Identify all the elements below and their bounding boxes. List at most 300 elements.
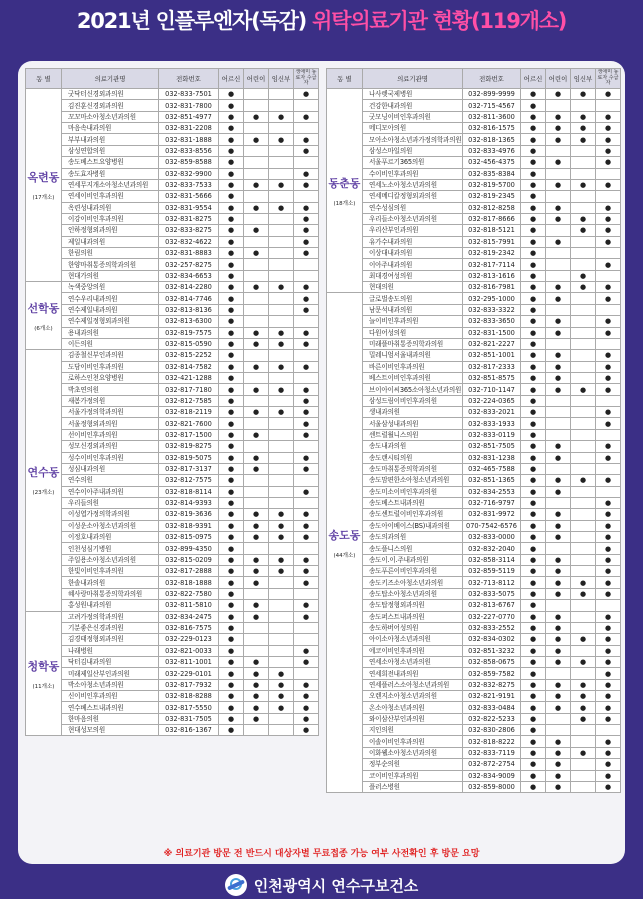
clinic-name: 현대가의원 [62,270,159,281]
clinic-phone: 032-858-3114 [463,554,521,565]
mark-pregnant [571,509,596,520]
mark-pregnant [269,713,294,724]
table-row [26,543,319,554]
mark-pregnant [269,634,294,645]
col-header-elder: 어르신 [219,69,244,89]
clinic-name: 나래병원 [62,645,159,656]
mark-child [244,293,269,304]
clinic-name: 송도맘편한소아청소년과의원 [363,475,463,486]
mark-child [546,259,571,270]
table-row [327,554,621,565]
mark-elder: ● [521,327,546,338]
clinic-phone: 032-833-0119 [463,429,521,440]
table-row [327,429,621,440]
mark-vulnerable [596,304,621,315]
mark-elder: ● [521,759,546,770]
mark-elder: ● [219,316,244,327]
table-row [26,497,319,508]
mark-vulnerable: ● [596,316,621,327]
mark-pregnant [571,463,596,474]
table-row [26,520,319,531]
mark-child [244,441,269,452]
mark-elder: ● [521,770,546,781]
clinic-name: 송도센트럴이비인후과의원 [363,509,463,520]
mark-elder: ● [219,384,244,395]
mark-pregnant: ● [571,588,596,599]
table-row [26,600,319,611]
mark-vulnerable: ● [294,532,319,543]
mark-child [244,304,269,315]
mark-child: ● [546,691,571,702]
col-header-phone: 전화번호 [463,69,521,89]
mark-child: ● [244,202,269,213]
mark-vulnerable: ● [294,611,319,622]
table-row [26,259,319,270]
page-title [0,5,643,35]
mark-elder: ● [521,248,546,259]
clinic-name: 닥터김내과의원 [62,656,159,667]
table-row [26,452,319,463]
mark-vulnerable: ● [596,225,621,236]
mark-child [244,372,269,383]
mark-child: ● [546,372,571,383]
mark-vulnerable [596,191,621,202]
mark-elder: ● [521,111,546,122]
clinic-name: 송도탑소아청소년과의원 [363,588,463,599]
mark-pregnant [571,532,596,543]
clinic-name: 나사렛국제병원 [363,89,463,100]
clinic-phone: 032-834-6653 [159,270,219,281]
clinic-name: 송도플니스의원 [363,543,463,554]
col-header-child: 어린이 [546,69,571,89]
mark-vulnerable: ● [294,304,319,315]
mark-elder: ● [219,145,244,156]
mark-child [546,725,571,736]
mark-pregnant: ● [571,179,596,190]
mark-child: ● [244,566,269,577]
table-row [327,588,621,599]
clinic-phone: 032-816-7981 [463,282,521,293]
table-row [327,89,621,100]
table-row [26,168,319,179]
clinic-phone: 032-229-0123 [159,634,219,645]
table-row [327,179,621,190]
table-row [26,611,319,622]
table-row [327,282,621,293]
mark-elder: ● [219,520,244,531]
table-row [327,316,621,327]
mark-child [244,497,269,508]
mark-child [244,168,269,179]
mark-pregnant [571,645,596,656]
mark-elder: ● [521,475,546,486]
mark-vulnerable: ● [596,656,621,667]
table-header-row [327,69,621,89]
mark-vulnerable: ● [596,747,621,758]
clinic-phone: 032-817-2333 [463,361,521,372]
mark-pregnant [269,395,294,406]
mark-elder: ● [521,656,546,667]
clinic-phone: 032-834-2475 [159,611,219,622]
col-header-name: 의료기관명 [62,69,159,89]
mark-pregnant [571,157,596,168]
mark-elder: ● [521,588,546,599]
table-row [327,463,621,474]
mark-pregnant [269,225,294,236]
mark-child: ● [546,634,571,645]
clinic-name: 꼬꼬마소아청소년과의원 [62,111,159,122]
mark-elder: ● [219,372,244,383]
dong-count: (18개소) [333,200,356,207]
mark-child: ● [244,691,269,702]
mark-pregnant [269,248,294,259]
mark-child: ● [244,111,269,122]
mark-vulnerable: ● [596,497,621,508]
mark-pregnant [571,236,596,247]
clinic-name: 수이비인후과의원 [363,168,463,179]
mark-child: ● [244,509,269,520]
clinic-name: 송도의과의원 [363,532,463,543]
clinic-phone: 032-859-7582 [463,668,521,679]
mark-pregnant: ● [571,270,596,281]
mark-child: ● [546,554,571,565]
table-row [26,634,319,645]
clinic-phone: 032-833-2021 [463,407,521,418]
clinic-name: 부부내과의원 [62,134,159,145]
mark-pregnant [571,611,596,622]
clinic-name: 삼성연합의원 [62,145,159,156]
mark-pregnant [571,145,596,156]
mark-child: ● [546,327,571,338]
mark-pregnant: ● [571,111,596,122]
mark-elder: ● [219,554,244,565]
mark-child: ● [244,407,269,418]
clinic-name: 코이비인후과의원 [363,770,463,781]
mark-vulnerable: ● [294,656,319,667]
clinic-phone: 032-851-1365 [463,475,521,486]
mark-vulnerable: ● [596,509,621,520]
mark-elder: ● [219,577,244,588]
table-row [327,123,621,134]
mark-pregnant [571,259,596,270]
mark-pregnant: ● [269,691,294,702]
table-row [26,293,319,304]
mark-child: ● [546,656,571,667]
mark-child [244,634,269,645]
clinic-name: 오렌지소아청소년과의원 [363,691,463,702]
clinic-name: 한빛이비인후과의원 [62,566,159,577]
dong-count: (23개소) [32,490,55,497]
clinic-phone: 032-859-8588 [159,157,219,168]
mark-pregnant [269,497,294,508]
clinic-name: 신이비인후과의원 [62,691,159,702]
clinic-phone: 032-851-3232 [463,645,521,656]
mark-vulnerable: ● [596,475,621,486]
table-row [327,634,621,645]
clinic-name: 생내과의원 [363,407,463,418]
mark-pregnant [571,770,596,781]
table-row [327,372,621,383]
clinic-phone: 032-833-1933 [463,418,521,429]
mark-child: ● [244,702,269,713]
clinic-table-left [25,68,319,736]
clinic-phone: 032-851-7505 [463,441,521,452]
clinic-phone: 032-224-0365 [463,395,521,406]
clinic-phone: 032-899-9999 [463,89,521,100]
mark-pregnant [269,656,294,667]
mark-vulnerable: ● [294,134,319,145]
mark-vulnerable: ● [596,202,621,213]
mark-vulnerable: ● [596,520,621,531]
mark-vulnerable: ● [294,418,319,429]
mark-elder: ● [521,100,546,111]
table-row [327,248,621,259]
table-row [327,418,621,429]
clinic-name: 송도마취통증의학과의원 [363,463,463,474]
mark-elder: ● [219,543,244,554]
mark-elder: ● [521,123,546,134]
clinic-name: 최대경여성의원 [363,270,463,281]
mark-vulnerable: ● [294,338,319,349]
clinic-name: 와이삼산부인과의원 [363,713,463,724]
clinic-name: 성모신경외과의원 [62,441,159,452]
mark-elder: ● [219,361,244,372]
dong-cell [26,611,62,736]
mark-pregnant [269,463,294,474]
clinic-name: 송도랜시티의원 [363,452,463,463]
clinic-name: 온소아청소년과의원 [363,702,463,713]
table-row [327,497,621,508]
col-header-dong: 동 별 [327,69,363,89]
clinic-phone: 032-814-2280 [159,282,219,293]
mark-child [546,543,571,554]
mark-pregnant [269,475,294,486]
mark-elder: ● [521,441,546,452]
mark-child [244,191,269,202]
mark-child [546,191,571,202]
mark-vulnerable: ● [596,157,621,168]
mark-pregnant: ● [571,577,596,588]
mark-elder: ● [521,736,546,747]
mark-child [546,225,571,236]
mark-elder: ● [521,418,546,429]
mark-pregnant [571,497,596,508]
dong-name: 연수동 [27,466,60,480]
mark-pregnant [269,725,294,736]
table-row [26,668,319,679]
clinic-name: 늘이비인후과의원 [363,316,463,327]
clinic-phone: 032-815-0975 [159,532,219,543]
mark-child: ● [546,622,571,633]
table-row [26,350,319,361]
clinic-name: 이아주내과의원 [363,259,463,270]
clinic-phone: 032-811-3600 [463,111,521,122]
clinic-phone: 032-819-2342 [463,248,521,259]
clinic-phone: 032-716-9797 [463,497,521,508]
mark-vulnerable [294,316,319,327]
mark-elder: ● [521,259,546,270]
clinic-name: 현대의원 [363,282,463,293]
table-row [26,225,319,236]
table-row [26,191,319,202]
mark-pregnant [269,429,294,440]
mark-vulnerable: ● [596,282,621,293]
clinic-phone: 032-831-9554 [159,202,219,213]
table-row [26,372,319,383]
mark-elder: ● [219,645,244,656]
clinic-phone: 032-830-2806 [463,725,521,736]
clinic-phone: 032-812-7585 [159,395,219,406]
table-row [327,202,621,213]
clinic-name: 김종철신부인과의원 [62,350,159,361]
table-row [327,407,621,418]
mark-vulnerable: ● [596,350,621,361]
mark-elder: ● [521,338,546,349]
mark-child [244,475,269,486]
clinic-name: 연수우리내과의원 [62,293,159,304]
clinic-name: 센트럴윌니스의원 [363,429,463,440]
table-row [26,282,319,293]
dong-count: (17개소) [32,195,55,202]
mark-child: ● [546,157,571,168]
mark-vulnerable: ● [294,89,319,100]
clinic-phone: 032-834-0302 [463,634,521,645]
table-row [26,645,319,656]
mark-elder: ● [219,475,244,486]
mark-vulnerable: ● [294,282,319,293]
table-row [327,134,621,145]
mark-pregnant [571,441,596,452]
mark-child: ● [546,645,571,656]
footer [0,873,643,897]
mark-child [244,145,269,156]
mark-pregnant [571,543,596,554]
clinic-phone: 032-815-7991 [463,236,521,247]
mark-elder: ● [521,134,546,145]
mark-pregnant: ● [269,407,294,418]
mark-child: ● [244,520,269,531]
mark-vulnerable: ● [596,418,621,429]
mark-vulnerable: ● [294,145,319,156]
mark-vulnerable: ● [596,384,621,395]
table-row [26,429,319,440]
table-row [26,123,319,134]
clinic-name: 건강한내과의원 [363,100,463,111]
mark-child: ● [546,486,571,497]
mark-vulnerable [294,634,319,645]
clinic-table-right [326,68,621,793]
mark-pregnant [571,168,596,179]
mark-pregnant [571,316,596,327]
mark-elder: ● [219,157,244,168]
clinic-name: 박소아청소년과의원 [62,679,159,690]
mark-child [244,100,269,111]
mark-pregnant [571,372,596,383]
mark-pregnant: ● [269,668,294,679]
col-header-pregnant: 임신부 [571,69,596,89]
mark-vulnerable: ● [294,225,319,236]
clinic-phone: 032-819-5075 [159,452,219,463]
mark-child: ● [546,532,571,543]
mark-child: ● [546,350,571,361]
mark-pregnant [269,372,294,383]
clinic-phone: 032-817-3137 [159,463,219,474]
mark-pregnant: ● [269,566,294,577]
clinic-phone: 032-872-2754 [463,759,521,770]
mark-elder: ● [521,566,546,577]
mark-vulnerable: ● [294,361,319,372]
mark-elder: ● [521,679,546,690]
mark-vulnerable [294,191,319,202]
clinic-phone: 032-229-0101 [159,668,219,679]
mark-pregnant [571,395,596,406]
clinic-phone: 032-859-5119 [463,566,521,577]
mark-pregnant [571,725,596,736]
clinic-phone: 032-833-0484 [463,702,521,713]
mark-elder: ● [219,134,244,145]
mark-elder: ● [219,634,244,645]
mark-vulnerable [294,100,319,111]
clinic-phone: 032-710-1147 [463,384,521,395]
mark-vulnerable: ● [596,622,621,633]
mark-elder: ● [521,781,546,792]
mark-vulnerable [596,600,621,611]
mark-elder: ● [219,668,244,679]
mark-elder: ● [219,395,244,406]
mark-vulnerable: ● [596,213,621,224]
clinic-name: 연세메디칼정형외과의원 [363,191,463,202]
mark-pregnant: ● [571,123,596,134]
table-row [327,327,621,338]
table-row [327,702,621,713]
mark-pregnant [571,554,596,565]
mark-elder: ● [521,532,546,543]
table-row [26,702,319,713]
clinic-name: 베스트이비인후과의원 [363,372,463,383]
mark-elder: ● [521,509,546,520]
mark-elder: ● [219,407,244,418]
table-row [327,577,621,588]
mark-child: ● [244,611,269,622]
dong-name: 선학동 [27,301,60,315]
mark-vulnerable: ● [596,668,621,679]
mark-elder: ● [521,622,546,633]
clinic-phone: 032-816-7575 [159,622,219,633]
mark-vulnerable: ● [596,441,621,452]
mark-pregnant: ● [571,225,596,236]
mark-elder: ● [521,157,546,168]
mark-child: ● [244,452,269,463]
mark-vulnerable [294,270,319,281]
mark-elder: ● [219,350,244,361]
table-row [26,134,319,145]
mark-elder: ● [219,191,244,202]
clinic-name: 이강이비인후과의원 [62,213,159,224]
mark-child [244,486,269,497]
mark-child [244,270,269,281]
mark-vulnerable: ● [596,645,621,656]
clinic-name: 유가수내과의원 [363,236,463,247]
dong-name: 청학동 [27,659,60,673]
mark-pregnant: ● [571,475,596,486]
mark-pregnant [269,259,294,270]
mark-child [546,600,571,611]
table-row [26,202,319,213]
table-row [327,725,621,736]
clinic-phone: 032-834-2553 [463,486,521,497]
mark-elder: ● [521,577,546,588]
mark-vulnerable: ● [596,293,621,304]
